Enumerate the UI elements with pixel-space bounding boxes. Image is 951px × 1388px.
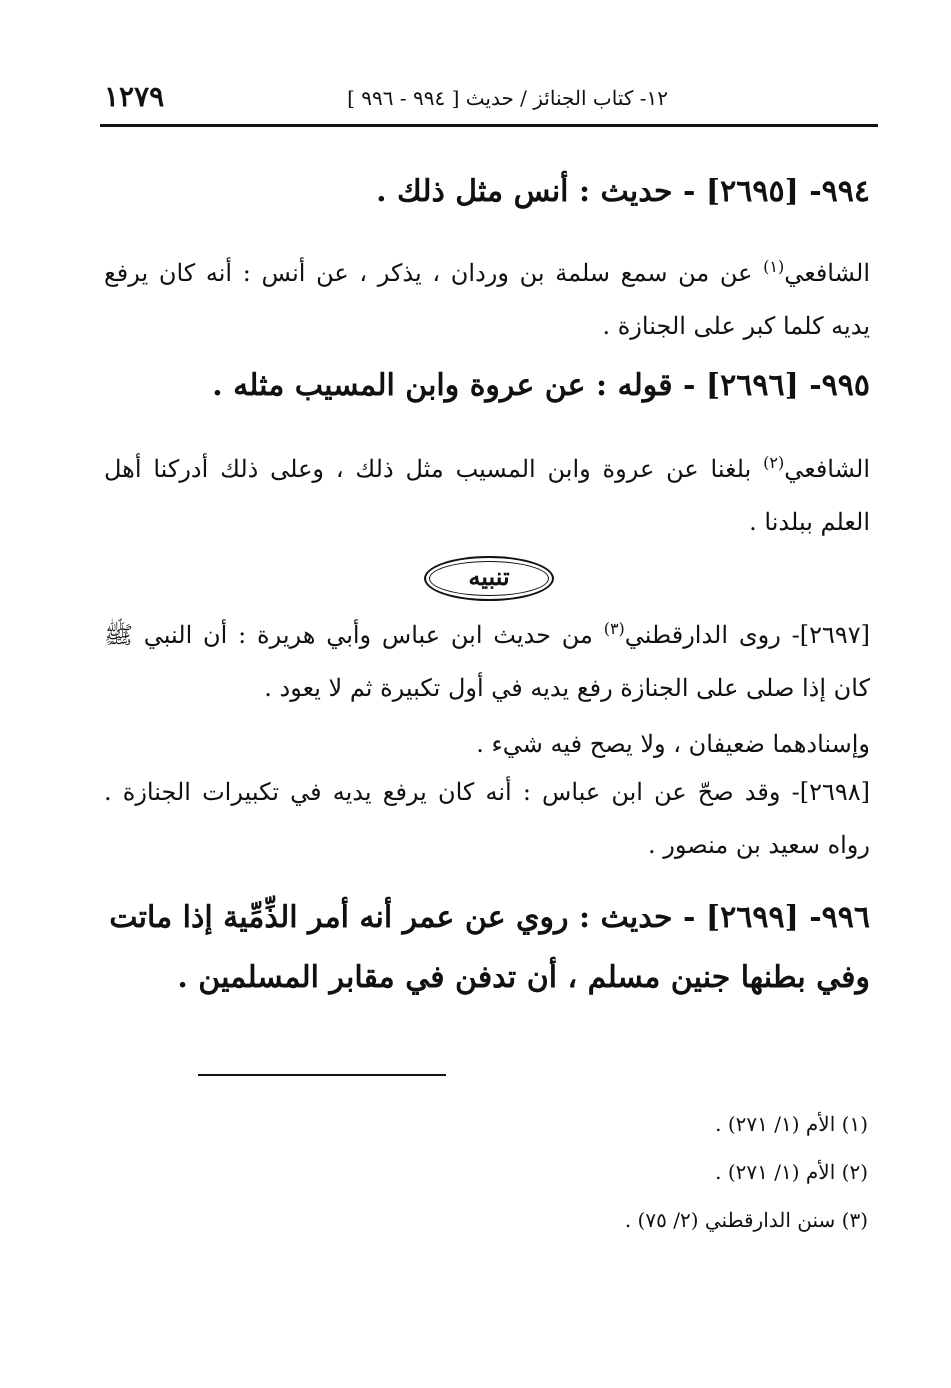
footnote-2: (٢) الأم (١/ ٢٧١) . <box>715 1160 868 1184</box>
hadith-995-text-rest: بلغنا عن عروة وابن المسيب مثل ذلك ، وعلى ذلك أدركنا أهل العلم ببلدنا . <box>104 455 870 536</box>
footnote-ref-2: (٢) <box>763 453 785 472</box>
notice-heading: تنبيه <box>424 556 553 601</box>
notice-heading-wrap <box>100 556 878 601</box>
hadith-995-text <box>104 436 870 549</box>
hadith-995-title: ٩٩٥- [٢٦٩٦] - قوله : عن عروة وابن المسيب مثله . <box>212 368 870 403</box>
footnote-ref-1: (١) <box>763 257 785 276</box>
hadith-994-title: ٩٩٤- [٢٦٩٥] - حديث : أنس مثل ذلك . <box>376 174 870 209</box>
page-number: ١٢٧٩ <box>104 80 165 113</box>
book-page <box>100 70 878 1330</box>
hadith-995-text-start: الشافعي <box>784 455 870 483</box>
notice-p1-start: [٢٦٩٧]- روى الدارقطني <box>624 621 870 649</box>
notice-paragraph-2: وإسنادهما ضعيفان ، ولا يصح فيه شيء . <box>476 730 870 758</box>
notice-p1-rest: من حديث ابن عباس وأبي هريرة : أن النبي ﷺ كان إذا صلى على الجنازة رفع يديه في أول تكبيرة ثم لا يعود . <box>104 621 870 702</box>
hadith-994-text-start: الشافعي <box>784 259 870 287</box>
notice-paragraph-1 <box>104 602 870 715</box>
hadith-996-title: ٩٩٦- [٢٦٩٩] - حديث : روي عن عمر أنه أمر الذِّمِّية إذا ماتت وفي بطنها جنين مسلم ، أن تدفن في مقابر المسلمين . <box>109 900 870 995</box>
hadith-994-text-rest: عن من سمع سلمة بن وردان ، يذكر ، عن أنس : أنه كان يرفع يديه كلما كبر على الجنازة . <box>104 259 870 340</box>
page-header <box>100 80 878 127</box>
footnote-3: (٣) سنن الدارقطني (٢/ ٧٥) . <box>624 1208 868 1232</box>
footnote-separator <box>198 1074 446 1076</box>
hadith-994-text <box>104 240 870 353</box>
footnote-ref-3: (٣) <box>603 619 625 638</box>
running-title: ١٢- كتاب الجنائز / حديث [ ٩٩٤ - ٩٩٦ ] <box>347 86 668 110</box>
notice-paragraph-3: [٢٦٩٨]- وقد صحّ عن ابن عباس : أنه كان يرفع يديه في تكبيرات الجنازة . رواه سعيد بن منصور . <box>104 778 870 859</box>
footnote-1: (١) الأم (١/ ٢٧١) . <box>715 1112 868 1136</box>
footnotes <box>100 1100 868 1244</box>
